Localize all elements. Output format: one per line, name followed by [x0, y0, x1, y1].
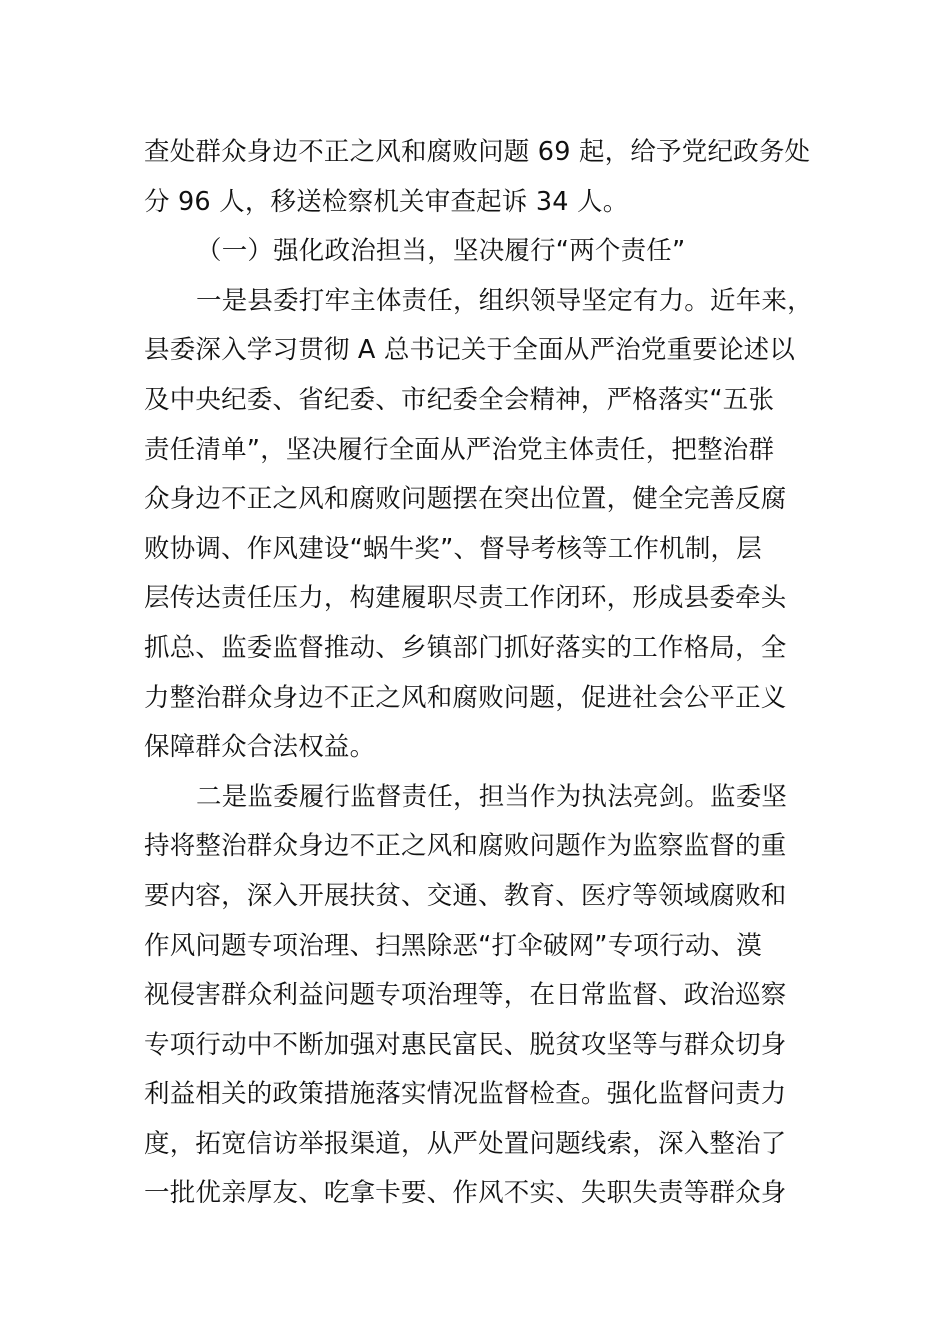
text-line-9: 败协调、作风建设“蜗牛奖”、督导考核等工作机制，层 — [144, 533, 762, 564]
text-line-11: 抓总、监委监督推动、乡镇部门抓好落实的工作格局，全 — [144, 632, 787, 663]
text-line-10: 层传达责任压力，构建履职尽责工作闭环，形成县委牵头 — [144, 583, 787, 614]
text-line-4: 一是县委打牢主体责任，组织领导坚定有力。近年来， — [196, 285, 813, 316]
document-body — [144, 128, 812, 1219]
text-line-7: 责任清单”，坚决履行全面从严治党主体责任，把整治群 — [144, 434, 775, 465]
text-line-8: 众身边不正之风和腐败问题摆在突出位置，健全完善反腐 — [144, 484, 787, 515]
text-line-18: 视侵害群众利益问题专项治理等，在日常监督、政治巡察 — [144, 980, 787, 1011]
text-line-2: 分 96 人，移送检察机关审查起诉 34 人。 — [144, 186, 629, 217]
text-line-21: 度，拓宽信访举报渠道，从严处置问题线索，深入整治了 — [144, 1128, 787, 1159]
section-heading: （一）强化政治担当，坚决履行“两个责任” — [196, 236, 686, 267]
text-line-19: 专项行动中不断加强对惠民富民、脱贫攻坚等与群众切身 — [144, 1029, 787, 1060]
text-line-20: 利益相关的政策措施落实情况监督检查。强化监督问责力 — [144, 1079, 787, 1110]
text-line-17: 作风问题专项治理、扫黑除恶“打伞破网”专项行动、漠 — [144, 930, 762, 961]
text-line-5: 县委深入学习贯彻 A 总书记关于全面从严治党重要论述以 — [144, 335, 796, 366]
text-line-15: 持将整治群众身边不正之风和腐败问题作为监察监督的重 — [144, 831, 787, 862]
text-line-16: 要内容，深入开展扶贫、交通、教育、医疗等领域腐败和 — [144, 880, 787, 911]
text-line-1: 查处群众身边不正之风和腐败问题 69 起，给予党纪政务处 — [144, 137, 811, 167]
text-line-6: 及中央纪委、省纪委、市纪委全会精神，严格落实“五张 — [144, 384, 775, 415]
text-line-13: 保障群众合法权益。 — [144, 732, 376, 763]
text-line-22: 一批优亲厚友、吃拿卡要、作风不实、失职失责等群众身 — [144, 1178, 787, 1209]
text-line-12: 力整治群众身边不正之风和腐败问题，促进社会公平正义 — [144, 682, 787, 713]
text-line-14: 二是监委履行监督责任，担当作为执法亮剑。监委坚 — [196, 781, 788, 812]
